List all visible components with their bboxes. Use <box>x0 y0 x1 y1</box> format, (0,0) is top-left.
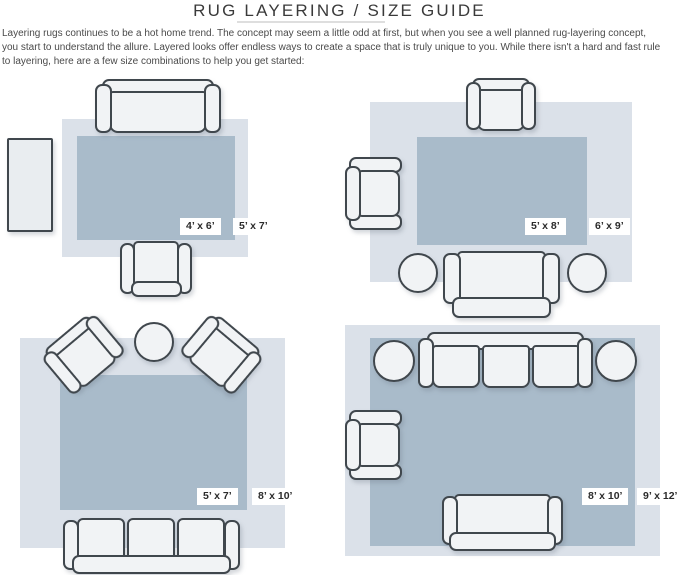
armchair-back <box>345 419 361 471</box>
layout4-armchair-side <box>345 410 402 480</box>
intro-line-2: you start to understand the allure. Layered looks offer endless ways to create a space that is truly unique to you. While there isn't a hard and fast rule <box>2 42 661 53</box>
layout2-loveseat <box>443 251 560 318</box>
sofa-arm-right <box>204 84 221 133</box>
layout2-pouf-right <box>567 253 607 293</box>
layout4-outer-size-label: 9’ x 12’ <box>637 488 679 505</box>
layout2-inner-size-label: 5’ x 8’ <box>525 218 566 235</box>
sofa-back <box>72 555 231 574</box>
armchair-arm-left <box>466 82 481 130</box>
title-divider <box>237 21 385 23</box>
armchair-arm-right <box>521 82 536 130</box>
layout1-outer-size-label: 5’ x 7’ <box>233 218 274 235</box>
sofa-seat <box>109 91 207 133</box>
layout2-armchair-top <box>466 78 536 131</box>
sofa-cushion-3 <box>532 345 580 388</box>
intro-line-1: Layering rugs continues to be a hot home trend. The concept may seem a little odd at first, but when you see a well planned rug-layering concept, <box>2 28 647 39</box>
pouf-circle <box>595 340 637 382</box>
loveseat-back <box>452 297 551 318</box>
sofa-arm-left <box>418 338 434 388</box>
armchair-seat <box>358 423 400 467</box>
sofa-cushion-2 <box>482 345 530 388</box>
pouf-circle <box>398 253 438 293</box>
layout3-round-table <box>134 322 174 362</box>
armchair-seat <box>477 89 525 131</box>
layout2-armchair-side <box>345 157 402 230</box>
armchair-seat <box>358 170 400 217</box>
layout4-pouf-left <box>373 340 415 382</box>
console-table-top <box>7 138 53 232</box>
intro-line-3: to layering, here are a few size combinations to help you get started: <box>2 56 305 67</box>
layout2-outer-size-label: 6’ x 9’ <box>589 218 630 235</box>
layout1-sofa <box>95 79 221 134</box>
layout4-sofa <box>418 332 593 389</box>
layout4-loveseat <box>442 494 563 551</box>
armchair-back <box>131 281 182 297</box>
sofa-arm-left <box>95 84 112 133</box>
sofa-arm-right <box>577 338 593 388</box>
layout3-outer-size-label: 8’ x 10’ <box>252 488 298 505</box>
layout1-inner-size-label: 4’ x 6’ <box>180 218 221 235</box>
layout1-console-table <box>7 138 53 232</box>
armchair-back <box>345 166 361 221</box>
pouf-circle <box>373 340 415 382</box>
pouf-circle <box>567 253 607 293</box>
layout3-inner-size-label: 5’ x 7’ <box>197 488 238 505</box>
page-title: RUG LAYERING / SIZE GUIDE <box>193 1 486 20</box>
layout1-armchair <box>120 241 192 297</box>
layout4-inner-size-label: 8’ x 10’ <box>582 488 628 505</box>
layout3-sofa <box>63 516 240 574</box>
round-table-top <box>134 322 174 362</box>
sofa-cushion-1 <box>432 345 480 388</box>
layout2-pouf-left <box>398 253 438 293</box>
loveseat-back <box>449 532 556 551</box>
intro-paragraph <box>2 27 678 69</box>
loveseat-seat <box>457 251 546 301</box>
layout4-pouf-right <box>595 340 637 382</box>
